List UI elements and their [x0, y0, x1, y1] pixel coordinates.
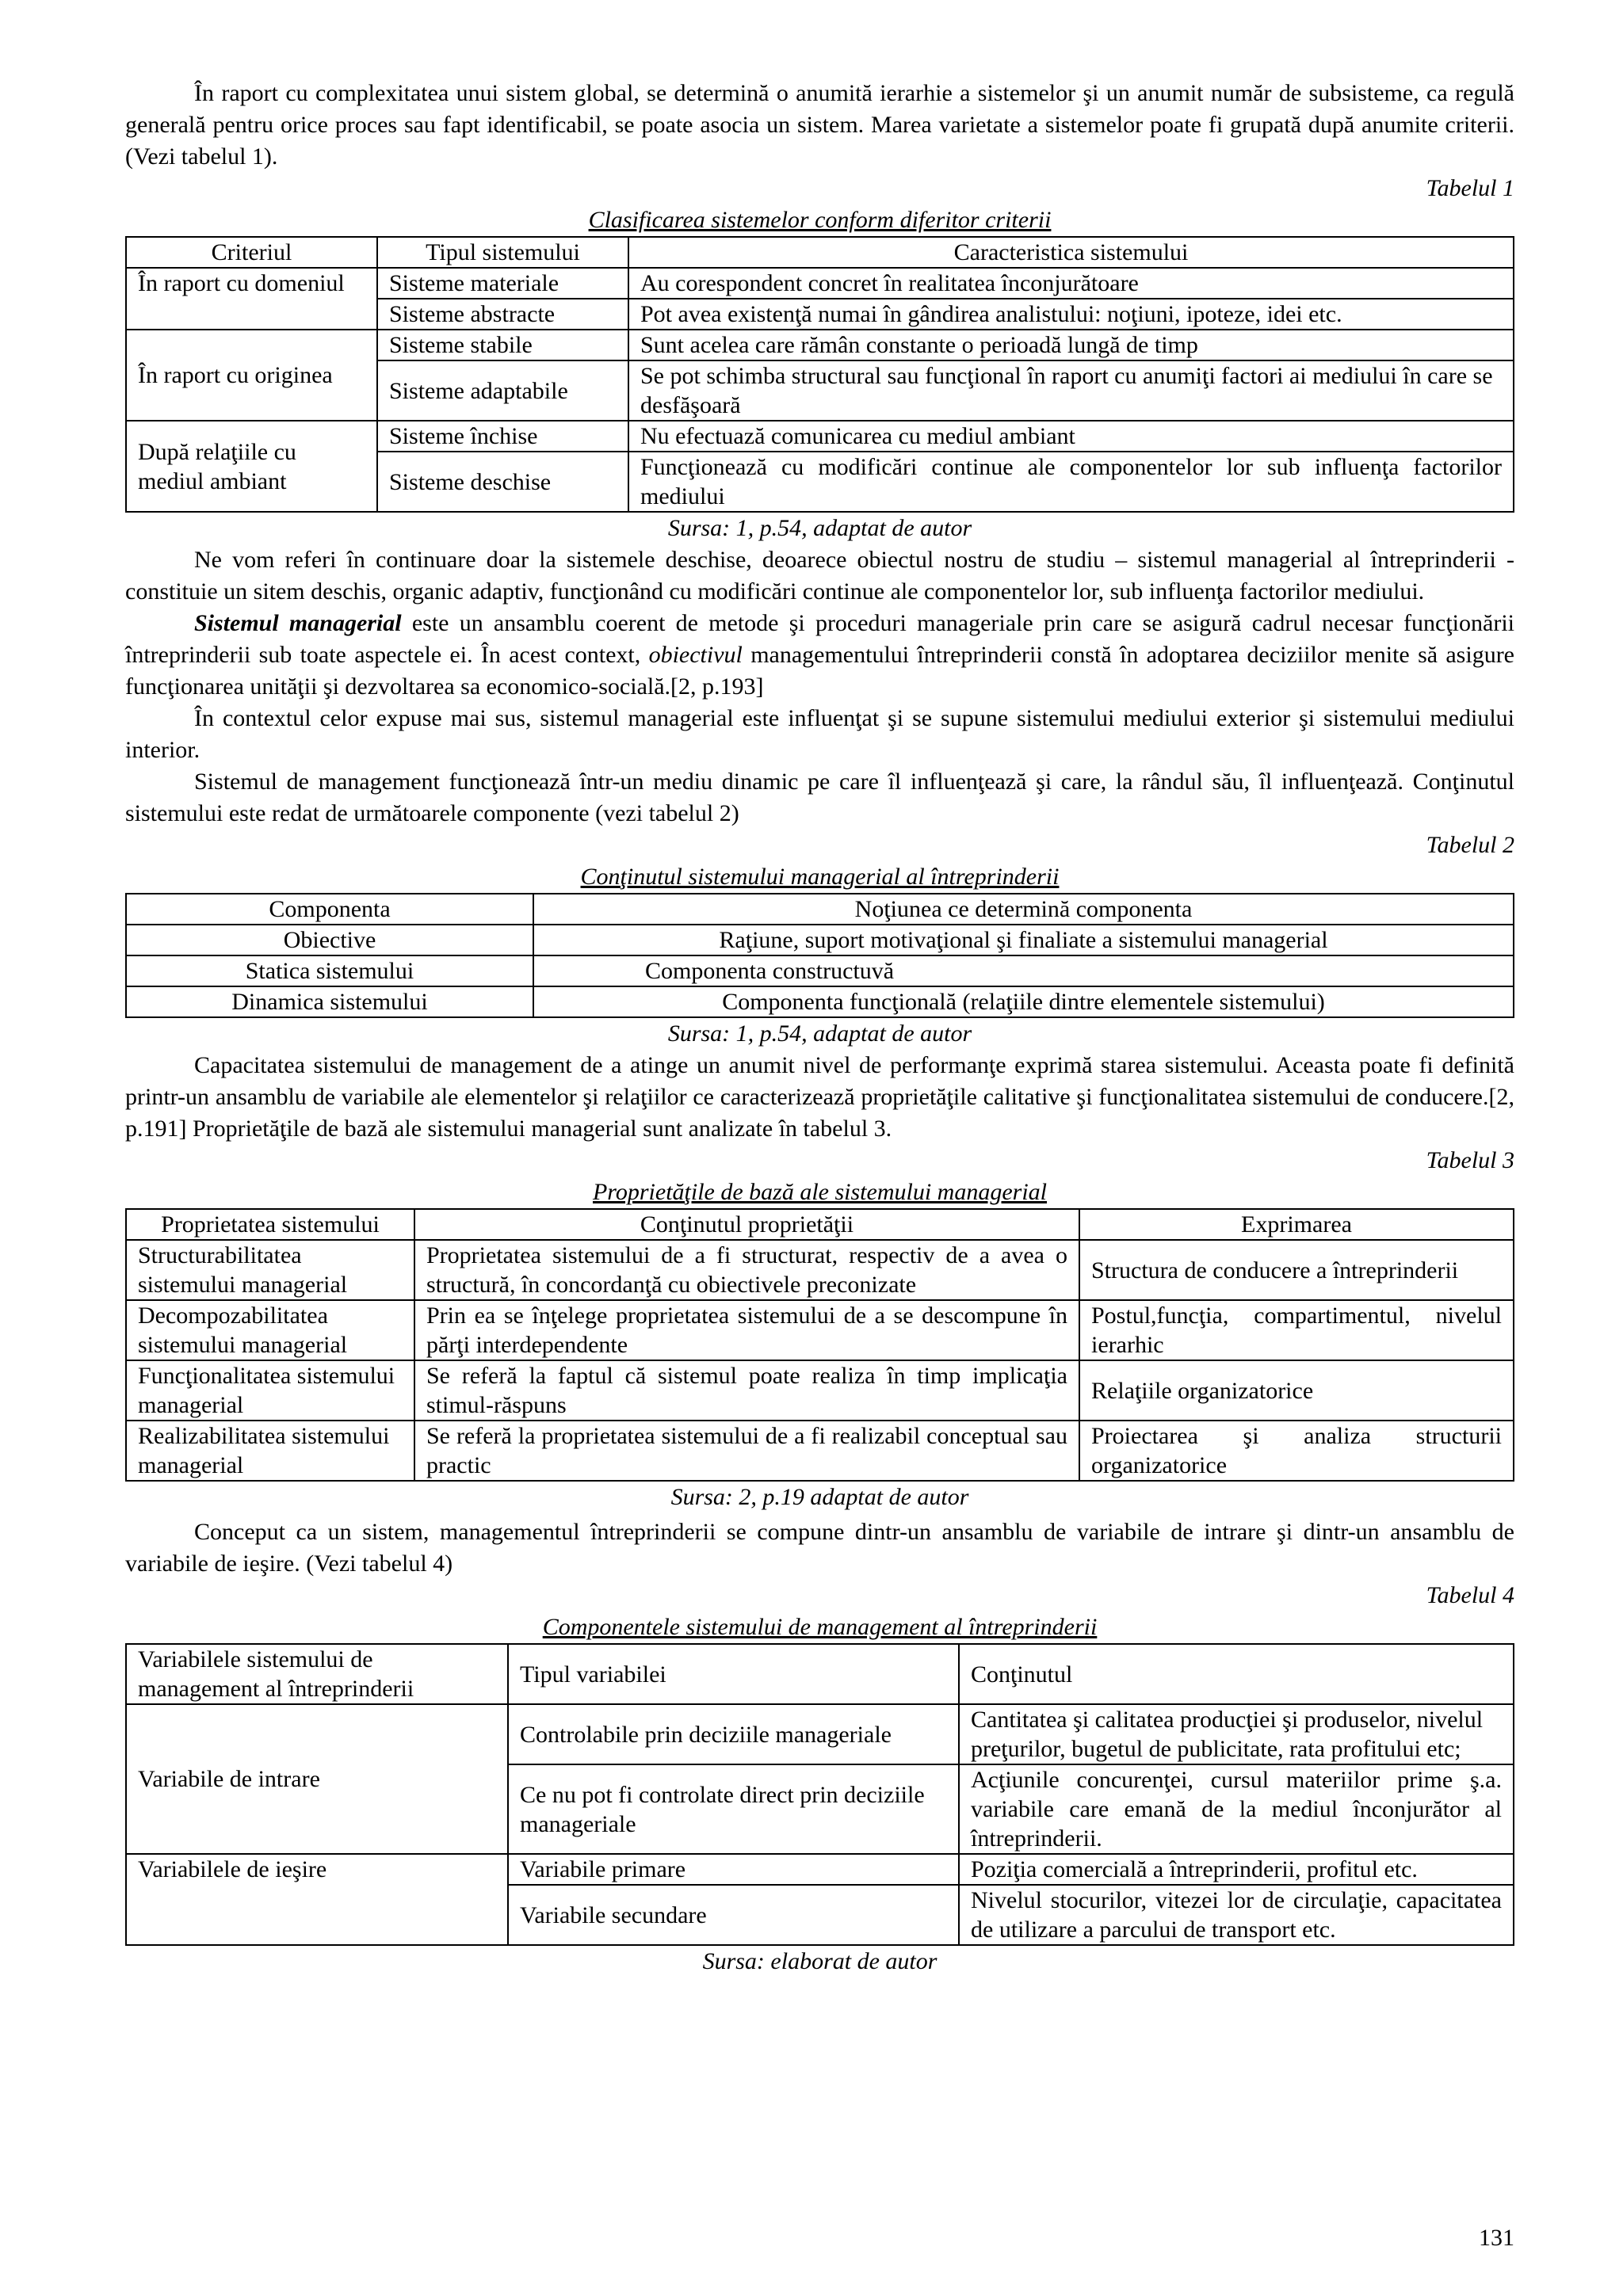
paragraph-dynamic-environment: Sistemul de management funcţionează într-un mediu dinamic pe care îl influenţează şi care, la rândul său, îl influenţează. Conţinutul sistemului este redat de următoarele componente (vezi tabelul 2) [125, 769, 1514, 826]
table1-criterion: În raport cu originea [126, 330, 377, 421]
table3-title: Proprietăţile de bază ale sistemului managerial [592, 1179, 1047, 1205]
page-content [125, 78, 1514, 1978]
table3-property: Structurabilitatea sistemului managerial [126, 1240, 414, 1300]
paragraph-variables: Conceput ca un sistem, managementul întreprinderii se compune dintr-un ansamblu de variabile de intrare şi dintr-un ansamblu de variabile de ieşire. (Vezi tabelul 4) [125, 1519, 1514, 1577]
table4-type: Variabile primare [508, 1854, 959, 1885]
table3-expression: Structura de conducere a întreprinderii [1079, 1240, 1514, 1300]
table4 [125, 1643, 1514, 1946]
term-managerial-system: Sistemul managerial [194, 610, 402, 636]
table3-expression: Postul,funcţia, compartimentul, nivelul ierarhic [1079, 1300, 1514, 1360]
table2-title: Conţinutul sistemului managerial al întreprinderii [580, 864, 1060, 890]
table3-property: Realizabilitatea sistemului managerial [126, 1421, 414, 1481]
table2-header-cell: Noţiunea ce determină componenta [533, 894, 1514, 925]
table3-content: Prin ea se înţelege proprietatea sistemului de a se descompune în părţi interdependente [414, 1300, 1079, 1360]
table2-source: Sursa: 1, p.54, adaptat de autor [667, 1020, 972, 1047]
table4-header-row [126, 1644, 1514, 1704]
table3-property: Funcţionalitatea sistemului managerial [126, 1360, 414, 1421]
paragraph-context: În contextul celor expuse mai sus, sistemul managerial este influenţat şi se supune sistemului mediului exterior şi sistemului mediului interior. [125, 705, 1514, 763]
table1-criterion: În raport cu domeniul [126, 268, 377, 330]
table-row [126, 268, 1514, 299]
table4-type: Variabile secundare [508, 1885, 959, 1945]
table4-content: Cantitatea şi calitatea producţiei şi produselor, nivelul preţurilor, bugetul de publicitate, rata profitului etc; [959, 1704, 1514, 1764]
paragraph3-part1: este un ansamblu coerent de metode şi proceduri manageriale prin care se asigură cadrul necesar funcţionării întreprinderii sub toate aspectele ei. În acest context, [125, 610, 1514, 668]
table1-characteristic: Se pot schimba structural sau funcţional în raport cu anumiţi factori ai mediului în care se desfăşoară [628, 360, 1514, 421]
table4-type: Controlabile prin deciziile manageriale [508, 1704, 959, 1764]
table1-number: Tabelul 1 [1426, 175, 1514, 201]
table1-header-cell: Caracteristica sistemului [628, 237, 1514, 268]
table2-notion: Raţiune, suport motivaţional şi finaliate a sistemului managerial [533, 925, 1514, 955]
table-row [126, 1854, 1514, 1885]
paragraph-open-systems: Ne vom referi în continuare doar la sistemele deschise, deoarece obiectul nostru de studiu – sistemul managerial al întreprinderii - constituie un sitem deschis, organic adaptiv, funcţionând cu modificări continue ale componentelor lor, sub influenţa factorilor mediului. [125, 547, 1514, 605]
table3-header-cell: Proprietatea sistemului [126, 1209, 414, 1240]
table4-content: Nivelul stocurilor, vitezei lor de circulaţie, capacitatea de utilizare a parcului de transport etc. [959, 1885, 1514, 1945]
table1-header-cell: Criteriul [126, 237, 377, 268]
table2-component: Statica sistemului [126, 955, 533, 986]
table4-header-cell: Variabilele sistemului de management al întreprinderii [126, 1644, 508, 1704]
table1-source: Sursa: 1, p.54, adaptat de autor [667, 515, 972, 541]
table1-type: Sisteme închise [377, 421, 628, 452]
intro-paragraph: În raport cu complexitatea unui sistem global, se determină o anumită ierarhie a sistemelor şi un anumit număr de subsisteme, ca regulă generală pentru orice proces sau fapt identificabil, se poate asocia un sistem. Marea varietate a sistemelor poate fi grupată după anumite criterii. (Vezi tabelul 1). [125, 80, 1514, 170]
table2-notion: Componenta funcţională (relaţiile dintre elementele sistemului) [533, 986, 1514, 1017]
table2-component: Dinamica sistemului [126, 986, 533, 1017]
table2-component: Obiective [126, 925, 533, 955]
table3-header-cell: Conţinutul proprietăţii [414, 1209, 1079, 1240]
table-row [126, 421, 1514, 452]
table3-content: Se referă la proprietatea sistemului de a fi realizabil conceptual sau practic [414, 1421, 1079, 1481]
page-number: 131 [1479, 2225, 1514, 2251]
table4-type: Ce nu pot fi controlate direct prin deciziile manageriale [508, 1764, 959, 1854]
table3-content: Proprietatea sistemului de a fi structurat, respectiv de a avea o structură, în concordanţă cu obiectivele preconizate [414, 1240, 1079, 1300]
table4-number: Tabelul 4 [1426, 1582, 1514, 1608]
table-row [126, 1300, 1514, 1360]
table3-number: Tabelul 3 [1426, 1147, 1514, 1173]
paragraph3-part2: managementului întreprinderii constă în adoptarea deciziilor menite să asigure funcţionarea unităţii şi dezvoltarea sa economico-socială.[2, p.193] [125, 642, 1514, 700]
paragraph-managerial-system [125, 608, 1514, 703]
table1 [125, 236, 1514, 513]
table-row [126, 1704, 1514, 1764]
table-row [126, 955, 1514, 986]
table4-variable: Variabilele de ieşire [126, 1854, 508, 1945]
table1-header-row [126, 237, 1514, 268]
table1-header-cell: Tipul sistemului [377, 237, 628, 268]
table1-type: Sisteme abstracte [377, 299, 628, 330]
table4-variable: Variabile de intrare [126, 1704, 508, 1854]
table3-property: Decompozabilitatea sistemului managerial [126, 1300, 414, 1360]
table1-characteristic: Sunt acelea care rămân constante o perioadă lungă de timp [628, 330, 1514, 360]
table2 [125, 893, 1514, 1018]
table4-content: Poziţia comercială a întreprinderii, profitul etc. [959, 1854, 1514, 1885]
table3-expression: Relaţiile organizatorice [1079, 1360, 1514, 1421]
table4-title: Componentele sistemului de management al întreprinderii [542, 1614, 1098, 1640]
table2-notion: Componenta constructuvă [533, 955, 1514, 986]
table-row [126, 1240, 1514, 1300]
term-objective: obiectivul [648, 642, 743, 668]
table2-header-cell: Componenta [126, 894, 533, 925]
table3-header-row [126, 1209, 1514, 1240]
table2-number: Tabelul 2 [1426, 832, 1514, 858]
table-row [126, 925, 1514, 955]
table3 [125, 1208, 1514, 1482]
table3-source: Sursa: 2, p.19 adaptat de autor [670, 1484, 969, 1510]
table1-criterion: După relaţiile cu mediul ambiant [126, 421, 377, 512]
table4-header-cell: Tipul variabilei [508, 1644, 959, 1704]
table3-expression: Proiectarea şi analiza structurii organizatorice [1079, 1421, 1514, 1481]
table4-content: Acţiunile concurenţei, cursul materiilor prime ş.a. variabile care emană de la mediul înconjurător al întreprinderii. [959, 1764, 1514, 1854]
table1-characteristic: Funcţionează cu modificări continue ale componentelor lor sub influenţa factorilor mediului [628, 452, 1514, 512]
table1-type: Sisteme materiale [377, 268, 628, 299]
table4-header-cell: Conţinutul [959, 1644, 1514, 1704]
table1-characteristic: Nu efectuază comunicarea cu mediul ambiant [628, 421, 1514, 452]
table2-header-row [126, 894, 1514, 925]
paragraph-capacity: Capacitatea sistemului de management de a atinge un anumit nivel de performanţe exprimă starea sistemului. Aceasta poate fi definită printr-un ansamblu de variabile ale elementelor şi relaţiilor ce caracterizează proprietăţile calitative şi funcţionalitatea sistemului de conducere.[2, p.191] Proprietăţile de bază ale sistemului managerial sunt analizate în tabelul 3. [125, 1052, 1514, 1142]
table1-type: Sisteme stabile [377, 330, 628, 360]
table1-type: Sisteme deschise [377, 452, 628, 512]
table-row [126, 1421, 1514, 1481]
table-row [126, 1360, 1514, 1421]
table-row [126, 986, 1514, 1017]
table3-header-cell: Exprimarea [1079, 1209, 1514, 1240]
table1-title: Clasificarea sistemelor conform diferitor criterii [588, 207, 1052, 233]
table1-characteristic: Au corespondent concret în realitatea înconjurătoare [628, 268, 1514, 299]
table3-content: Se referă la faptul că sistemul poate realiza în timp implicaţia stimul-răspuns [414, 1360, 1079, 1421]
table1-characteristic: Pot avea existenţă numai în gândirea analistului: noţiuni, ipoteze, idei etc. [628, 299, 1514, 330]
table-row [126, 330, 1514, 360]
table4-source: Sursa: elaborat de autor [702, 1948, 938, 1974]
table1-type: Sisteme adaptabile [377, 360, 628, 421]
